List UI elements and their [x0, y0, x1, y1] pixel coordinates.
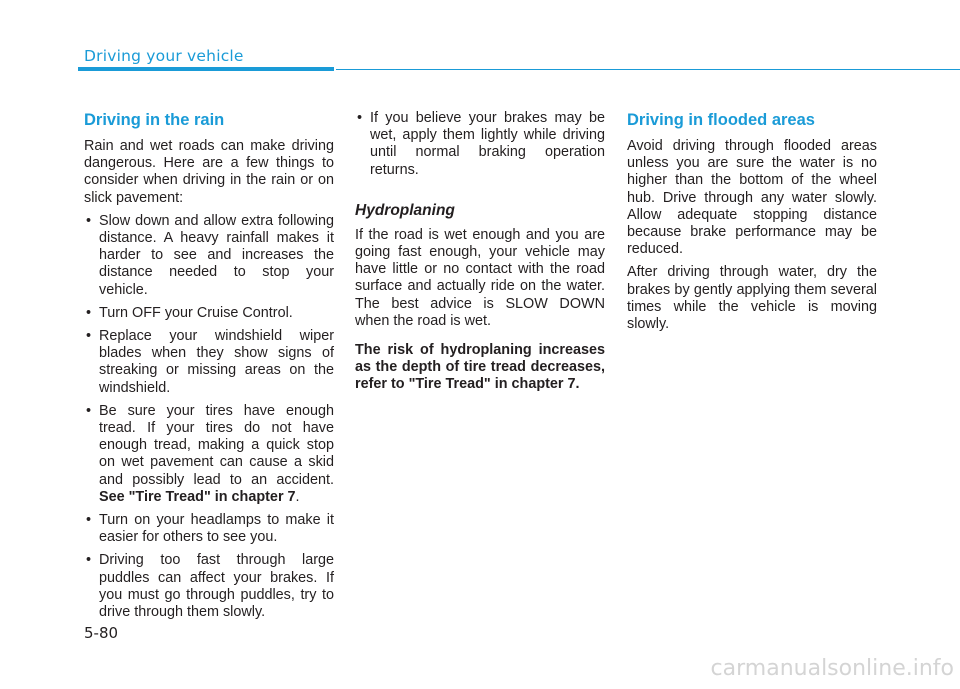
rain-bullet-list — [84, 213, 334, 621]
list-item — [84, 213, 334, 299]
list-item-text: Turn OFF your Cruise Control. — [99, 304, 293, 321]
header-rule-thin — [336, 69, 960, 70]
list-item-text: Slow down and allow extra following distance. A heavy rainfall makes it harder to see and increases the distance needed to stop your vehicle. — [99, 212, 334, 298]
rain-section-title: Driving in the rain — [84, 111, 225, 129]
rain-intro: Rain and wet roads can make driving dangerous. Here are a few things to consider when driving in the rain or on slick pavement: — [84, 138, 334, 206]
page-number: 5-80 — [84, 624, 119, 642]
bullet-icon: • — [86, 328, 92, 345]
tire-tread-reference: See "Tire Tread" in chapter 7 — [99, 488, 296, 505]
rain-bullet-list-continued — [355, 110, 605, 179]
list-item — [84, 403, 334, 506]
hydroplaning-warning: The risk of hydroplaning increases as the depth of tire tread decreases, refer to "Tire Tread" in chapter 7. — [355, 342, 605, 393]
bullet-icon: • — [86, 304, 92, 321]
list-item-text: Be sure your tires have enough tread. If your tires do not have enough tread, making a quick stop on wet pavement can cause a skid and possibly lead to an accident. — [99, 402, 334, 488]
bullet-icon: • — [86, 402, 92, 419]
list-item-text: If you believe your brakes may be wet, apply them lightly while driving until normal braking operation returns. — [370, 110, 605, 178]
bullet-icon: • — [86, 212, 92, 229]
bullet-icon: • — [86, 552, 92, 569]
flooded-section-title: Driving in flooded areas — [627, 111, 815, 129]
list-item — [84, 328, 334, 397]
list-item-text: Turn on your headlamps to make it easier for others to see you. — [99, 512, 334, 546]
flooded-paragraph-2: After driving through water, dry the brakes by gently applying them several times while the vehicle is moving slowly. — [627, 264, 877, 333]
list-item — [355, 110, 605, 179]
list-item — [84, 552, 334, 621]
column-2 — [355, 110, 605, 400]
bullet-icon: • — [357, 110, 363, 126]
hydroplaning-body: If the road is wet enough and you are going fast enough, your vehicle may have little or no contact with the road surface and actually ride on the water. The best advice is SLOW DOWN when the road is wet. — [355, 226, 605, 329]
column-3 — [627, 110, 877, 339]
hydroplaning-title: Hydroplaning — [355, 201, 455, 219]
bullet-icon: • — [86, 512, 92, 529]
column-1 — [84, 110, 334, 627]
tire-tread-reference-period: . — [295, 488, 300, 505]
section-header-title: Driving your vehicle — [84, 47, 244, 65]
list-item — [84, 305, 334, 322]
flooded-paragraph-1: Avoid driving through flooded areas unless you are sure the water is no higher than the bottom of the wheel hub. Drive through any water slowly. Allow adequate stopping distance because brake performance may be reduced. — [627, 138, 877, 258]
list-item-text: Replace your windshield wiper blades when they show signs of streaking or missing areas on the windshield. — [99, 328, 334, 396]
list-item-text: Driving too fast through large puddles can affect your brakes. If you must go through puddles, try to drive through them slowly. — [99, 552, 334, 621]
header-rule-thick — [78, 67, 334, 71]
watermark: carmanualsonline.info — [710, 656, 954, 681]
list-item — [84, 512, 334, 546]
